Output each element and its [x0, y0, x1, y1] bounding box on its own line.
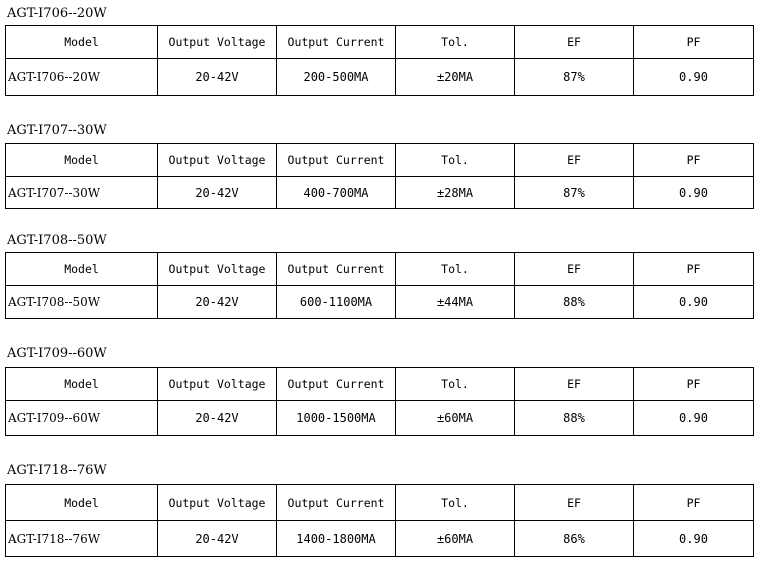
cell-tolerance: ±20MA: [396, 59, 515, 96]
cell-output-current: 600-1100MA: [277, 286, 396, 319]
cell-pf: 0.90: [634, 521, 754, 557]
header-ef: EF: [515, 368, 634, 401]
section-title: AGT-I709--60W: [7, 346, 107, 361]
table-row: [6, 286, 754, 319]
header-output-current: Output Current: [277, 144, 396, 177]
cell-pf: 0.90: [634, 59, 754, 96]
table-header-row: [6, 253, 754, 286]
table-row: [6, 401, 754, 436]
header-tolerance: Tol.: [396, 368, 515, 401]
cell-output-current: 200-500MA: [277, 59, 396, 96]
header-output-voltage: Output Voltage: [158, 144, 277, 177]
header-pf: PF: [634, 368, 754, 401]
header-output-current: Output Current: [277, 485, 396, 521]
header-output-current: Output Current: [277, 253, 396, 286]
cell-output-voltage: 20-42V: [158, 286, 277, 319]
cell-model: AGT-I708--50W: [6, 286, 158, 319]
header-model: Model: [6, 368, 158, 401]
header-model: Model: [6, 26, 158, 59]
cell-output-voltage: 20-42V: [158, 401, 277, 436]
table-row: [6, 177, 754, 209]
header-tolerance: Tol.: [396, 144, 515, 177]
header-output-current: Output Current: [277, 26, 396, 59]
cell-output-voltage: 20-42V: [158, 521, 277, 557]
table-header-row: [6, 368, 754, 401]
cell-output-voltage: 20-42V: [158, 177, 277, 209]
cell-model: AGT-I707--30W: [6, 177, 158, 209]
table-row: [6, 521, 754, 557]
header-ef: EF: [515, 144, 634, 177]
cell-model: AGT-I718--76W: [6, 521, 158, 557]
cell-output-current: 1000-1500MA: [277, 401, 396, 436]
header-tolerance: Tol.: [396, 253, 515, 286]
header-tolerance: Tol.: [396, 26, 515, 59]
header-output-voltage: Output Voltage: [158, 26, 277, 59]
cell-ef: 88%: [515, 286, 634, 319]
cell-output-voltage: 20-42V: [158, 59, 277, 96]
cell-ef: 88%: [515, 401, 634, 436]
header-pf: PF: [634, 253, 754, 286]
header-ef: EF: [515, 485, 634, 521]
table-row: [6, 59, 754, 96]
cell-model: AGT-I706--20W: [6, 59, 158, 96]
header-output-current: Output Current: [277, 368, 396, 401]
spec-table: [5, 143, 754, 209]
cell-pf: 0.90: [634, 286, 754, 319]
cell-pf: 0.90: [634, 401, 754, 436]
cell-output-current: 400-700MA: [277, 177, 396, 209]
cell-ef: 87%: [515, 59, 634, 96]
section-title: AGT-I708--50W: [7, 233, 107, 248]
spec-table: [5, 484, 754, 557]
cell-tolerance: ±28MA: [396, 177, 515, 209]
header-pf: PF: [634, 144, 754, 177]
header-ef: EF: [515, 26, 634, 59]
header-output-voltage: Output Voltage: [158, 368, 277, 401]
section-title: AGT-I707--30W: [7, 123, 107, 138]
cell-tolerance: ±60MA: [396, 401, 515, 436]
header-output-voltage: Output Voltage: [158, 485, 277, 521]
spec-table: [5, 25, 754, 96]
cell-ef: 86%: [515, 521, 634, 557]
cell-tolerance: ±44MA: [396, 286, 515, 319]
table-header-row: [6, 485, 754, 521]
cell-tolerance: ±60MA: [396, 521, 515, 557]
cell-model: AGT-I709--60W: [6, 401, 158, 436]
cell-pf: 0.90: [634, 177, 754, 209]
header-model: Model: [6, 144, 158, 177]
table-header-row: [6, 26, 754, 59]
cell-output-current: 1400-1800MA: [277, 521, 396, 557]
header-output-voltage: Output Voltage: [158, 253, 277, 286]
spec-table: [5, 367, 754, 436]
cell-ef: 87%: [515, 177, 634, 209]
header-tolerance: Tol.: [396, 485, 515, 521]
section-title: AGT-I718--76W: [7, 463, 107, 478]
section-title: AGT-I706--20W: [7, 6, 107, 21]
header-ef: EF: [515, 253, 634, 286]
header-model: Model: [6, 253, 158, 286]
table-header-row: [6, 144, 754, 177]
spec-table: [5, 252, 754, 319]
header-pf: PF: [634, 26, 754, 59]
header-model: Model: [6, 485, 158, 521]
header-pf: PF: [634, 485, 754, 521]
